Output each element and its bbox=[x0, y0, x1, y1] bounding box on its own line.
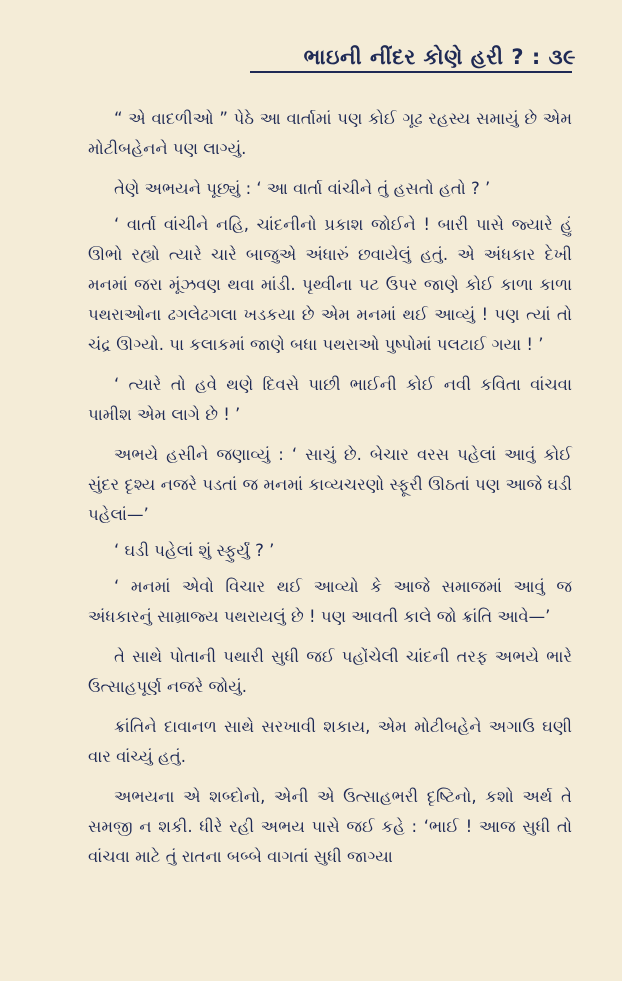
paragraph: ‘ મનમાં એવો વિચાર થઈ આવ્યો કે આજે સમાજમાં આવું જ અંધકારનું સામ્રાજ્ય પથરાયલું છે ! પણ આવતી કાલે જો ક્રાંતિ આવે—’ bbox=[88, 577, 572, 626]
running-header bbox=[88, 40, 576, 74]
header-underline bbox=[250, 71, 572, 73]
paragraph: અભયે હસીને જણાવ્યું : ‘ સાચું છે. બેચાર વરસ પહેલાં આવું કોઈ સુંદર દૃશ્ય નજરે પડતાં જ મનમાં કાવ્યચરણો સ્ફૂરી ઊઠતાં પણ આજે ઘડી પહેલાં—’ bbox=[88, 445, 572, 524]
paragraph: તે સાથે પોતાની પથારી સુધી જઈ પહોંચેલી ચાંદની તરફ અભયે ભારે ઉત્સાહપૂર્ણ નજરે જોયું. bbox=[88, 647, 572, 696]
paragraph: તેણે અભયને પૂછ્યું : ‘ આ વાર્તા વાંચીને તું હસતો હતો ? ’ bbox=[114, 179, 491, 198]
paragraph: “ એ વાદળીઓ ” પેઠે આ વાર્તામાં પણ કોઈ ગૂઢ રહસ્ય સમાયું છે એમ મોટીબહેનને પણ લાગ્યું. bbox=[88, 109, 572, 158]
paragraph: ‘ ઘડી પહેલાં શું સ્ફુર્યું ? ’ bbox=[114, 541, 275, 560]
body-text bbox=[88, 104, 572, 872]
paragraph: ‘ ત્યારે તો હવે થણે દિવસે પાછી ભાઈની કોઈ નવી કવિતા વાંચવા પામીશ એમ લાગે છે ! ’ bbox=[88, 375, 572, 424]
paragraph: અભયના એ શબ્દોનો, એની એ ઉત્સાહભરી દૃષ્ટિનો, કશો અર્થ તે સમજી ન શકી. ધીરે રહી અભય પાસે જઈ કહે : ‘ભાઈ ! આજ સુધી તો વાંચવા માટે તું રાતના બબ્બે વાગતાં સુધી જાગ્યા bbox=[88, 787, 572, 866]
paragraph: ‘ વાર્તા વાંચીને નહિ, ચાંદનીનો પ્રકાશ જોઈને ! બારી પાસે જ્યારે હું ઊભો રહ્યો ત્યારે ચારે બાજુએ અંધારું છવાયેલું હતું. એ અંધકાર દેખી મનમાં જરા મૂંઝવણ થવા માંડી. પૃથ્વીના પટ ઉપર જાણે કોઈ કાળા કાળા પથરાઓના ઢગલેઢગલા ખડકયા છે એમ મનમાં થઈ આવ્યું ! પણ ત્યાં તો ચંદ્ર ઊગ્યો. પા કલાકમાં જાણે બધા પથરાઓ પુષ્પોમાં પલટાઈ ગયા ! ’ bbox=[88, 215, 572, 354]
running-header-title: ભાઇની નીંદર કોણે હરી ? : ૩૯ bbox=[303, 44, 576, 69]
paragraph: ક્રાંતિને દાવાનળ સાથે સરખાવી શકાય, એમ મોટીબહેને અગાઉ ઘણી વાર વાંચ્યું હતું. bbox=[88, 717, 572, 766]
